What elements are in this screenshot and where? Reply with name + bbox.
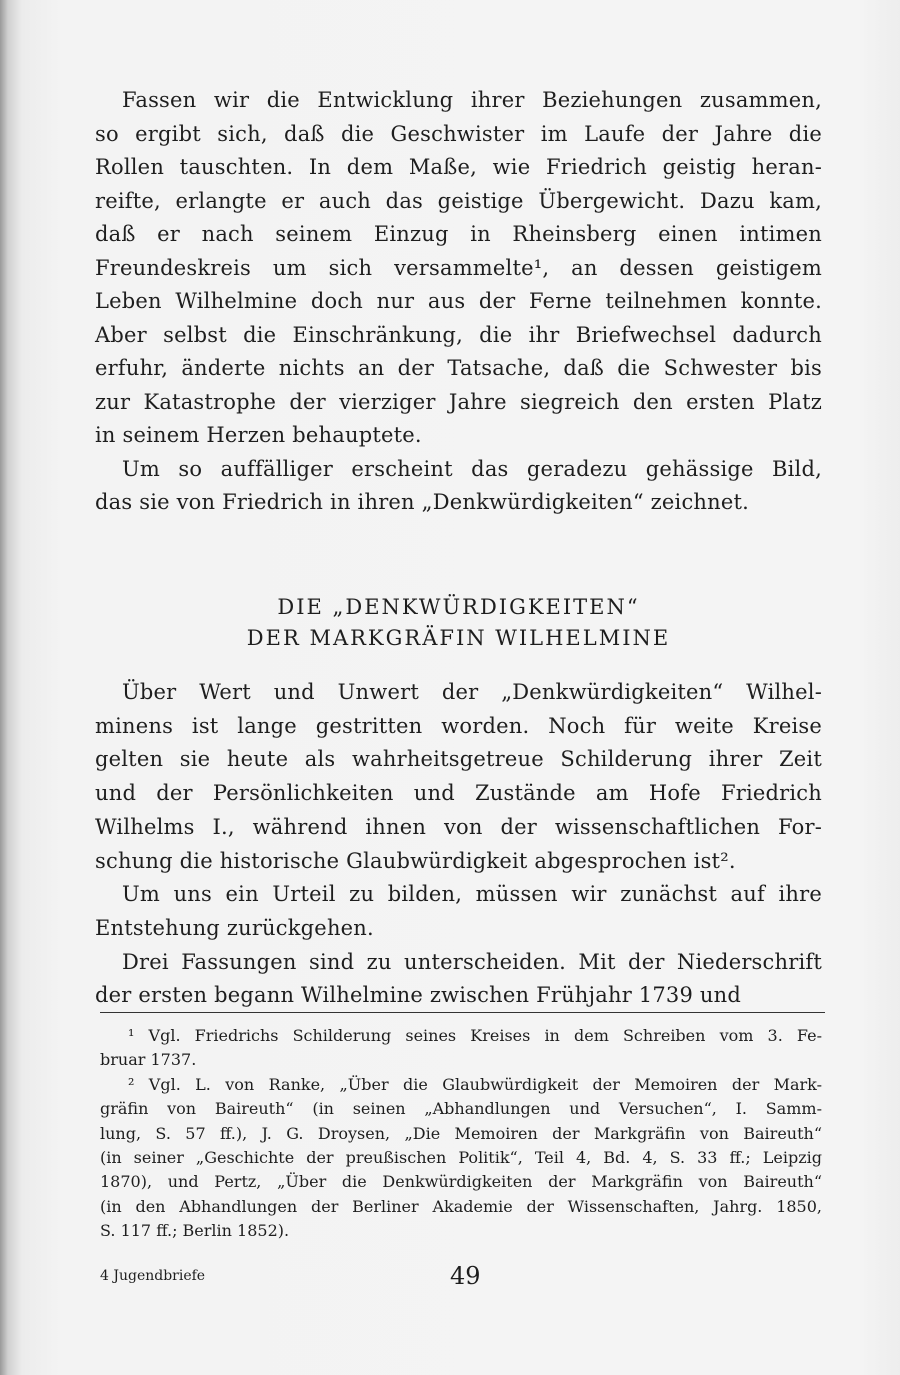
text-line: das sie von Friedrich in ihren „Denkwürdigkeiten“ zeichnet. [95, 490, 750, 514]
page-number: 49 [450, 1262, 481, 1290]
signature-mark: 4 Jugendbriefe [100, 1268, 206, 1284]
text-line: Leben Wilhelmine doch nur aus der Ferne teilnehmen konnte. [95, 289, 822, 313]
text-line: erfuhr, änderte nichts an der Tatsache, daß die Schwester bis [95, 356, 822, 380]
footnote-line: (in seiner „Geschichte der preußischen Politik“, Teil 4, Bd. 4, S. 33 ff.; Leipzig [100, 1148, 822, 1167]
text-line: Drei Fassungen sind zu unterscheiden. Mit der Niederschrift [122, 949, 822, 974]
text-line: und der Persönlichkeiten und Zustände am Hofe Friedrich [95, 781, 822, 806]
section-heading-line-1: DIE „DENKWÜRDIGKEITEN“ [277, 595, 640, 619]
text-line: so ergibt sich, daß die Geschwister im Laufe der Jahre die [95, 121, 822, 146]
footnote-line: ¹ Vgl. Friedrichs Schilderung seines Kreises in dem Schreiben vom 3. Fe- [128, 1026, 822, 1045]
footnote-line: ² Vgl. L. von Ranke, „Über die Glaubwürdigkeit der Memoiren der Mark- [128, 1074, 822, 1094]
footnote-line: (in den Abhandlungen der Berliner Akademie der Wissenschaften, Jahrg. 1850, [100, 1196, 822, 1216]
footnote-line: lung, S. 57 ff.), J. G. Droysen, „Die Memoiren der Markgräfin von Baireuth“ [100, 1123, 822, 1143]
footnote-line: gräfin von Baireuth“ (in seinen „Abhandlungen und Versuchen“, I. Samm- [100, 1099, 822, 1119]
footnote-line: S. 117 ff.; Berlin 1852). [100, 1221, 290, 1241]
text-line: Wilhelms I., während ihnen von der wissenschaftlichen For- [95, 814, 822, 839]
text-line: minens ist lange gestritten worden. Noch für weite Kreise [95, 713, 822, 738]
text-line: gelten sie heute als wahrheitsgetreue Schilderung ihrer Zeit [95, 747, 822, 772]
text-line: Um so auffälliger erscheint das geradezu gehässige Bild, [122, 456, 822, 481]
footnote-line: 1870), und Pertz, „Über die Denkwürdigkeiten der Markgräfin von Baireuth“ [100, 1172, 822, 1192]
text-line: Rollen tauschten. In dem Maße, wie Friedrich geistig heran- [95, 155, 822, 179]
text-line: Über Wert und Unwert der „Denkwürdigkeiten“ Wilhel- [122, 680, 822, 704]
text-line: Aber selbst die Einschränkung, die ihr Briefwechsel dadurch [95, 322, 822, 347]
section-heading-line-2: DER MARKGRÄFIN WILHELMINE [246, 626, 671, 650]
text-line: Freundeskreis um sich versammelte¹, an dessen geistigem [95, 255, 822, 280]
footnote-divider [100, 1012, 825, 1013]
text-line: Fassen wir die Entwicklung ihrer Beziehungen zusammen, [122, 88, 822, 112]
text-line: schung die historische Glaubwürdigkeit abgesprochen ist². [95, 848, 736, 873]
text-line: Um uns ein Urteil zu bilden, müssen wir zunächst auf ihre [122, 882, 822, 907]
text-line: zur Katastrophe der vierziger Jahre siegreich den ersten Platz [95, 389, 822, 414]
text-line: reifte, erlangte er auch das geistige Übergewicht. Dazu kam, [95, 188, 822, 213]
text-line: in seinem Herzen behauptete. [95, 423, 422, 447]
text-line: Entstehung zurückgehen. [95, 915, 374, 940]
text-line: daß er nach seinem Einzug in Rheinsberg einen intimen [95, 222, 822, 246]
text-line: der ersten begann Wilhelmine zwischen Frühjahr 1739 und [95, 983, 742, 1008]
footnote-line: bruar 1737. [100, 1050, 197, 1070]
